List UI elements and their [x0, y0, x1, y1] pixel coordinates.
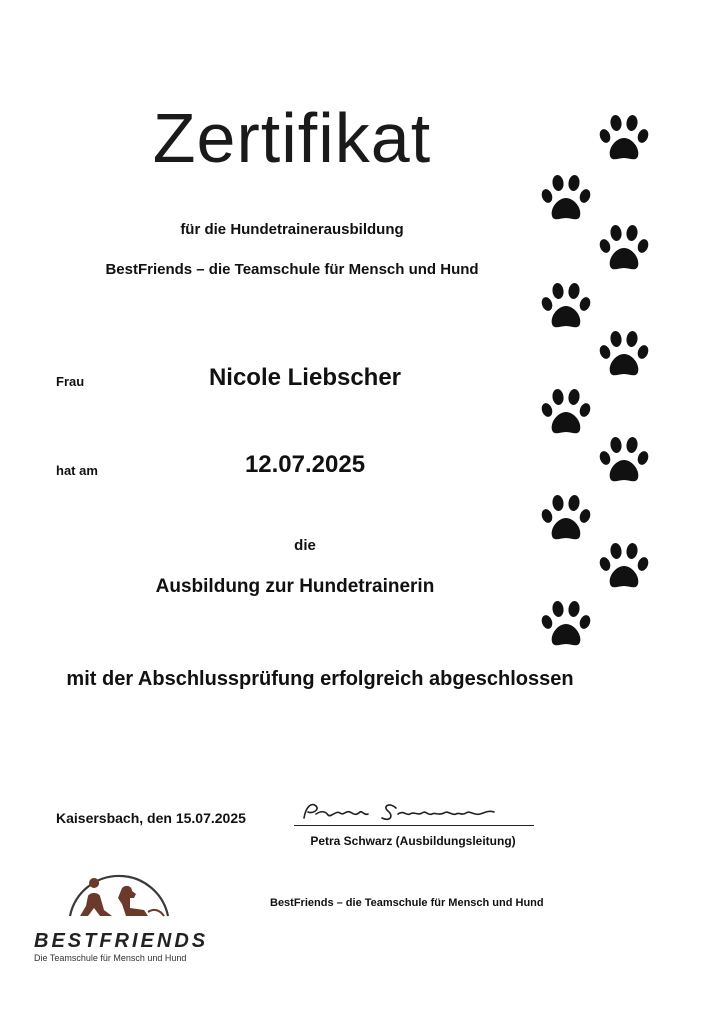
signature-line — [294, 825, 534, 826]
exam-date: 12.07.2025 — [244, 451, 366, 478]
logo-brand: BESTFRIENDS — [34, 930, 209, 952]
subtitle-training: für die Hundetrainerausbildung — [180, 221, 404, 238]
date-label: hat am — [56, 463, 98, 478]
logo-emblem — [64, 858, 174, 928]
paw-print-icon — [540, 280, 592, 332]
logo-tagline: Die Teamschule für Mensch und Hund — [34, 953, 187, 963]
paw-print-icon — [598, 222, 650, 274]
result-text: mit der Abschlussprüfung erfolgreich abgeschlossen — [66, 668, 574, 690]
article-text: die — [294, 537, 316, 554]
course-name: Ausbildung zur Hundetrainerin — [155, 576, 435, 597]
signature-image — [298, 798, 528, 828]
salutation-label: Frau — [56, 374, 85, 389]
certificate-title: Zertifikat — [152, 99, 432, 177]
paw-print-icon — [598, 434, 650, 486]
footer-school: BestFriends – die Teamschule für Mensch und Hund — [270, 897, 544, 909]
signatory-name: Petra Schwarz (Ausbildungsleitung) — [310, 834, 516, 848]
paw-print-icon — [540, 492, 592, 544]
subtitle-school: BestFriends – die Teamschule für Mensch und Hund — [105, 261, 479, 278]
paw-print-icon — [598, 328, 650, 380]
paw-print-icon — [598, 540, 650, 592]
place-and-date: Kaisersbach, den 15.07.2025 — [56, 810, 246, 826]
paw-print-icon — [598, 112, 650, 164]
paw-print-icon — [540, 386, 592, 438]
paw-print-icon — [540, 598, 592, 650]
paw-print-icon — [540, 172, 592, 224]
recipient-name: Nicole Liebscher — [208, 364, 402, 391]
